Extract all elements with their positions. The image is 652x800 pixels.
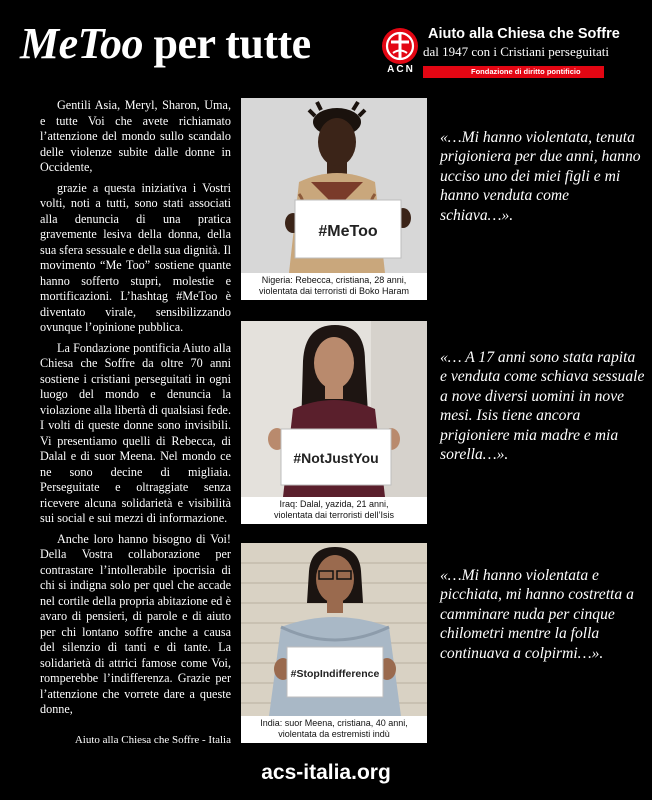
organization-name: Aiuto alla Chiesa che Soffre xyxy=(428,26,620,42)
open-letter xyxy=(40,98,231,718)
title-rest: per tutte xyxy=(143,19,311,68)
letter-paragraph: grazie a questa iniziativa i Vostri volti, noti a tutti, sono stati associati alla denuncia di una pratica gravemente lesiva della donna, della sua sfera sessuale e della sua dignità. Il movimento “Me Too” sostiene quante hanno sofferto stupri, molestie e mortificazioni. L’hashtag #MeToo è diventato virale, sensibilizzando ovunque l’opinione pubblica. xyxy=(40,180,231,334)
photo-caption xyxy=(241,716,427,743)
website-link[interactable]: acs-italia.org xyxy=(261,761,391,784)
letter-paragraph: Gentili Asia, Meryl, Sharon, Uma, e tutte Voi che avete richiamato l’attenzione del mondo sullo scandalo delle violenze subite dalle donne in Occidente, xyxy=(40,98,231,174)
protest-sign: #NotJustYou xyxy=(293,450,379,466)
photo-rebecca xyxy=(241,98,427,273)
logo-letters: ACN xyxy=(387,64,415,75)
photo-caption xyxy=(241,273,427,300)
caption-line: violentata dai terroristi dell’Isis xyxy=(273,510,395,520)
protest-sign: #StopIndifference xyxy=(290,668,380,680)
caption-line: violentata da estremisti indù xyxy=(278,729,390,739)
photo-meena xyxy=(241,543,427,716)
caption-line: India: suor Meena, cristiana, 40 anni, xyxy=(260,718,408,728)
photo-caption xyxy=(241,497,427,524)
testimony-quote-dalal: «… A 17 anni sono stata rapita e venduta come schiava sessuale a nove diversi uomini in nove mesi. Isis tiene ancora prigioniere mia madre e mia sorella…». xyxy=(440,349,645,464)
cross-circle-icon xyxy=(382,28,418,64)
caption-line: violentata dai terroristi di Boko Haram xyxy=(258,286,410,296)
photo-card-dalal xyxy=(241,321,427,524)
photo-dalal xyxy=(241,321,427,497)
organization-subtitle: dal 1947 con i Cristiani perseguitati xyxy=(423,44,609,59)
page-title xyxy=(20,18,311,70)
caption-line: Nigeria: Rebecca, cristiana, 28 anni, xyxy=(261,275,407,285)
letter-signature: Aiuto alla Chiesa che Soffre - Italia xyxy=(74,734,231,746)
caption-line: Iraq: Dalal, yazida, 21 anni, xyxy=(279,499,389,509)
letter-paragraph: La Fondazione pontificia Aiuto alla Chiesa che Soffre da oltre 70 anni sostiene i cristiani perseguitati in ogni luogo del mondo e denuncia la violazione alla libertà di qualsiasi fede. I volti di queste donne sono invisibili. Vi presentiamo quelli di Rebecca, di Dalal e di suor Meena. Nel mondo ce ne sono decine di migliaia. Perseguitate e oltraggiate senza ricevere alcuna solidarietà e visibilità sui social e sui mezzi di informazione. xyxy=(40,340,231,525)
letter-paragraph: Anche loro hanno bisogno di Voi! Della Vostra collaborazione per contrastare l’intollerabile ipocrisia di chi si indigna solo per quel che accade nel cortile della propria abitazione ed è avaro di pensieri, di parole e di aiuto per chi lontano soffre anche a causa del silenzio di tanti e di tante. La solidarietà di attrici famose come Voi, romperebbe l’indifferenza. Grazie per l’attenzione che vorrete dare a queste donne, xyxy=(40,531,231,716)
testimony-quote-meena: «…Mi hanno violentata e picchiata, mi hanno costretta a camminare nuda per cinque chilometri mentre la folla continuava a colpirmi…». xyxy=(440,567,634,662)
photo-card-rebecca xyxy=(241,98,427,300)
photo-card-meena xyxy=(241,543,427,743)
testimony-quote-rebecca: «…Mi hanno violentata, tenuta prigioniera per due anni, hanno ucciso uno dei miei figli e mi hanno venduta come schiava…». xyxy=(440,129,641,224)
protest-sign: #MeToo xyxy=(318,223,378,240)
organization-band: Fondazione di diritto pontificio xyxy=(423,66,604,78)
title-hashtag: MeToo xyxy=(20,19,143,68)
